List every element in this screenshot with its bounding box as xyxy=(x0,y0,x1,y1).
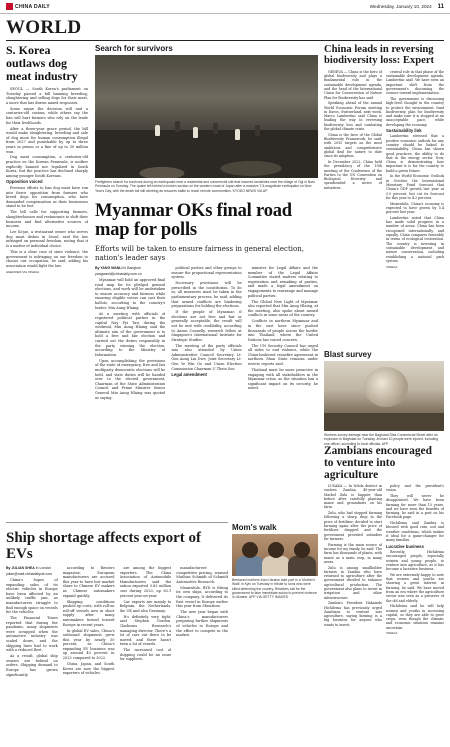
paragraph: manufacturers' competitive pricing, warned Mathias Schmidt of Schmidt Automotive Research. xyxy=(176,566,228,584)
blast-photo xyxy=(324,361,444,431)
zambia-headline: Zambians encouraged to venture into agriculture xyxy=(324,445,432,481)
paragraph: The UN Security Council has urged all sides to end violence, while the China-brokered ceasefire agreement in northern Shan State remains under review, reports said. xyxy=(247,343,318,367)
paragraph: They will never be disappointed. We have been farming for more than 15 years, and we have seen the benefits of farming, he said in a post on his Facebook page. xyxy=(386,493,444,520)
paragraph: Recently, Hichilema encouraged people, especially women and young people, to venture into agriculture, as it has become a lucrative business. xyxy=(386,549,444,572)
paragraph: The increased cost of shipping could be an issue for suppliers. xyxy=(119,648,172,662)
zambia-article xyxy=(324,445,444,746)
zambia-credit: XINHUA xyxy=(386,631,398,636)
rescuer-figure xyxy=(175,121,180,132)
paragraph: LUSAKA — In Ndola district in eastern Zambia, 40-year-old Marbel Zulu is happier than before after carefully planting maize and groundnuts on his farm. xyxy=(324,484,382,510)
paragraph: In global EV sales, China's outbound shipments grew this year by nearly 30 percent, as China's expanding EV business was up around 40 percent in 2023 compared to 2022. xyxy=(62,628,115,661)
figure-shape xyxy=(236,556,264,576)
paragraph: Speaking ahead of the annual World Economic Forum meeting in Davos, Switzerland, next week, Marco Lambertini said China is leading the way in reversing biodiversity loss and combating the global climate crisis. xyxy=(324,101,382,132)
paragraph: The government is discussing high-level thought in the country to protect the environment, fund biodiversity, plan for biodiversity and make sure it is stopped at an unacceptable pace, while developing the economy. xyxy=(386,96,444,127)
paragraph: It's definitely very tight, said Stephen Gordon, Clarksons Research's managing director. There's a lot of cars out there to be moved, and there hasn't been a lot of vessels. xyxy=(119,614,172,647)
section-title: WORLD xyxy=(6,17,82,38)
ship-article xyxy=(6,530,228,743)
photo-title: Mom's walk xyxy=(232,523,277,532)
paragraph: Previous efforts to ban dog meat have run into fierce opposition from farmers who breed dogs for consumption, who have demanded compensation as their businesses stand to be lost. xyxy=(6,186,88,209)
byline xyxy=(6,566,58,571)
rescuer-figure xyxy=(193,127,198,138)
byline-email: julian@mail.chinadailyuk.com xyxy=(6,571,52,576)
paragraph: China's hopes of expanding sales of its electric vehicles in Europe have been affected by an unlikely traffic jam, as manufacturers struggle to find enough space on vessels for the vehicles. xyxy=(6,577,58,615)
myanmar-col-2 xyxy=(171,266,241,516)
paragraph: Farming is the main source of income for my family, he said. The farm has thousands of plants, with maize as a main crop, in many areas. xyxy=(324,542,382,564)
article-divider xyxy=(6,522,228,523)
china-article xyxy=(324,44,444,287)
photo-title: Search for survivors xyxy=(95,44,173,53)
china-subhead: Sustainability link xyxy=(386,128,422,134)
search-for-survivors-block xyxy=(95,44,318,193)
ship-col-3 xyxy=(120,566,172,743)
figure-shape xyxy=(268,542,284,558)
paragraph: China, Japan, and South Korea are now the biggest exporters of vehicles. xyxy=(62,662,115,676)
photo-caption: Firefighters search for survivors during an earthquake near a residential and commercial site that incurred landslides near the village of Ogi in Noto Peninsula on Tuesday. The quake left behind a broken section on the western coast of Japan after a massive 7.5-magnitude earthquake on New Year's Day, with the death toll still climbing as rescuers battle to reach remote communities. KYODO NEWS VIA AP xyxy=(95,180,315,193)
myanmar-subhead: Legal amendment xyxy=(171,372,207,378)
korea-credit: AGENCIES VIA XINHUA xyxy=(6,269,40,274)
paragraph: Necessary provisions will be prescribed in the constitution. To do so, all measures must be taken in the parliamentary process, he said, adding that armed conflicts are hindering preparations for holding the elections. xyxy=(171,281,242,309)
paragraph: central role in that phase of the sustainable development agenda, Lambertini said. We have seen an important shift from the government's discussing the science toward implementation. xyxy=(386,69,444,96)
paragraph: Lee Ki-jae, a restaurant owner who serves dog meat dishes in Seoul, said the law infringed on personal freedom, noting that it is a matter of individual choice. xyxy=(6,230,88,248)
issue-date: Wednesday, January 10, 2024 xyxy=(369,4,432,9)
paragraph: Car exports are mainly to Belgium, the Netherlands, the UK and also Germany. xyxy=(119,599,172,613)
paragraph: Conflicts in northern Myanmar and in the east have since pushed thousands of people across the border into Thailand, where the United Nations has voiced concern. xyxy=(247,319,318,342)
paragraph: political parties and other groups to ensure the proportional representation system. xyxy=(171,266,242,280)
china-col-2 xyxy=(386,70,444,287)
paragraph: If the people of Myanmar, if elections are not free and fair or generally acceptable, the result will not be met with credibility, according to Aaron Connelly, research fellow at Singapore's International Institute for Strategic Studies. xyxy=(171,310,242,342)
paragraph: Hichilema said Zambia is blessed with good rain, soil and weather conditions, which makes it ideal for a game-changer for many families. xyxy=(386,521,444,543)
moms-walk-block xyxy=(232,523,318,599)
paragraph: are among the biggest exporters. The China Association of Automobile Manufacturers said the nation exported 3.83 million cars during 2023, up 63.1 percent year-on-year. xyxy=(119,566,172,598)
paragraph: Lambertini stressed that a positive economic outlook for any country should be linked to sustainability. China has shown good practices, the ability to do that in the energy sector. Now, China is demonstrating how important it is for the country to build a green future. xyxy=(386,134,444,173)
zambia-col-1 xyxy=(324,484,382,746)
zambia-subhead: Lucrative business xyxy=(386,543,424,549)
ground-shape xyxy=(324,413,444,431)
paragraph: As a result, global ship owners are behind on orders. Shipping demand to Europe has grown significantly. xyxy=(6,654,58,677)
myanmar-col-1 xyxy=(95,266,165,516)
myanmar-standfirst: Efforts will be taken to ensure fairness in general election, nation's leader says xyxy=(95,245,304,262)
myanmar-headline: Myanmar OKs final road map for polls xyxy=(95,201,292,240)
paragraph: The Global New Light of Myanmar also reported that Min Aung Hlaing, at the meeting, also spoke about armed conflicts in some areas of the country. xyxy=(247,299,318,318)
ship-col-4 xyxy=(176,566,228,743)
byline-name: By JULIAN SHEA xyxy=(6,566,35,570)
paragraph: The bill calls for supporting farmers, slaughterhouses and restaurants to shift their business and find alternative sources of income. xyxy=(6,210,88,229)
photo-caption: Workers survey damage near the Baghdad Shia Commercial Street after an explosion in Baghdad on Tuesday. At least 10 people were injured, including one officer, according to local officials. AFP xyxy=(324,433,439,446)
figure-shape xyxy=(294,542,310,558)
korea-article xyxy=(6,44,88,560)
zambia-col-2 xyxy=(386,484,444,746)
paragraph: Zulu, who had stopped farming following a sharp drop in the price of fertilizer, decided to start farming again after the price of fertilizer dropped and the government provided subsidies for farmers. xyxy=(324,511,382,541)
figure-shape xyxy=(288,556,316,576)
paragraph: After a three-year grace period, the bill would make slaughtering, breeding and sale of dog meat for human consumption illegal from 2027 and punishable by up to three years in prison or a fine of up to 30 million won. xyxy=(6,126,88,154)
myanmar-article xyxy=(95,202,318,516)
page-number: 11 xyxy=(437,3,444,10)
photo-title: Blast survey xyxy=(324,350,372,359)
figure-shape xyxy=(242,542,258,558)
ship-col-2 xyxy=(63,566,115,743)
byline-name: By YANG WANLI xyxy=(95,266,123,270)
paragraph: In December 2022, China held the presidency of the 15th meeting of the Conference of the Parties to the UN Convention on Biological Diversity and spearheaded a series of initiatives. xyxy=(324,159,382,190)
paragraph: Lambertini noted that China has made solid progress in a number of areas. China has been recognized internationally, and equally, China compares favorably in terms of ecological restoration. The country is investing in sustainable development and nature conservation, including establishing a national park system. xyxy=(386,215,444,263)
paragraph: Upon accomplishing the provisions of the state of emergency, free and fair multiparty democratic elections will be held, and state duties will be handed over to the elected government, Chairman of the State Administration Council and Prime Minister Senior General Min Aung Hlaing was quoted as saying. xyxy=(95,358,166,400)
paragraph: Zulu is among smallholder farmers in Zambia who have returned to agriculture after the government decided to enhance agricultural production. The government also plans to invest in irrigation and other infrastructure. xyxy=(324,565,382,600)
paragraph: Meanwhile, BYD is fitting its own ships, according to the company. It delivered its first vessel in Europe earlier this year from Shenzhen. xyxy=(176,585,228,609)
figure-shape xyxy=(262,556,290,576)
rubble-shape xyxy=(95,130,318,178)
ship-col-1 xyxy=(6,566,58,743)
paragraph: minister for Legal Affairs and the member of the Legal Affairs Committee stated matters relating to registration and remaking of parties, and made a legal amendment on engagements to rearrange and manage political parties. xyxy=(247,266,318,298)
myanmar-col-3 xyxy=(248,266,318,516)
paragraph: GENEVA — China is the hero of global biodiversity and plays a fundamental role in the sustainable development agenda, and the head of the International Union for Conservation of Nature Plan for Biodiversity has said. xyxy=(324,69,382,100)
paragraph: The new year began with China's manufacturers preparing further shipments of vehicles to Europe and the effort to compete in the market. xyxy=(176,610,228,638)
rescuer-figure xyxy=(255,125,260,136)
byline-location: in London xyxy=(35,566,52,570)
section-divider xyxy=(6,40,444,41)
moms-walk-photo xyxy=(232,534,318,576)
paragraph: Dog meat consumption, a centuries-old practice on the Korean Peninsula, is neither explicitly banned nor legalized in South Korea, but the practice has declined sharply among younger South Koreans. xyxy=(6,155,88,178)
paragraph: Some argue the decision will end a centuries-old custom, while others say the ban will hurt farmers who rely on the trade for their livelihoods. xyxy=(6,106,88,125)
page-header xyxy=(0,0,450,14)
paragraph: At a meeting with officials of registered political parties in the capital Nay Pyi Taw during the weekend, Min Aung Hlaing said the ultimate aim of the government is to hold a free and fair election and carried out the duties responsibly in the party winning the election, according to the Ministry of Information. xyxy=(95,311,166,357)
paragraph: Myanmar will hold an approved final road map for its pledged general elections, and work will be undertaken to ensure accuracy and fairness while ensuring eligible voters can cast their ballots, according to the country's leader, Min Aung Hlaing. xyxy=(95,277,166,310)
ship-headline: Ship shortage affects export of EVs xyxy=(6,530,201,562)
paragraph: China is the hero of the Global Biodiversity Framework, he said, with 2030 targets on the most ambitious and comprehensive global deal for nature to date since its adoption. xyxy=(324,132,382,159)
byline xyxy=(95,266,165,271)
paragraph: according to Reuters magazine. European manufacturers are accused this year to have lost market share to Chinese EV makers as Chinese automakers expand quickly. xyxy=(62,566,115,598)
paragraph: This is a clear case of state violence, the government is infringing on our freedom to choose our occupation, he said, adding his association would fight the law. xyxy=(6,249,88,268)
paragraph: We are extremely happy to note that women and youths are showing a great interest in farming, he said. We have moved from an era where the agriculture sector was seen as a preserve of the old and elderly. xyxy=(386,572,444,603)
rescuer-figure xyxy=(155,125,160,136)
rescuer-figure xyxy=(235,129,240,140)
korea-headline: S. Korea outlaws dog meat industry xyxy=(6,43,78,83)
rescuer-figure xyxy=(213,123,218,134)
china-col-1 xyxy=(324,70,382,287)
china-daily-logo-icon xyxy=(6,3,13,10)
paragraph: SEOUL — South Korea's parliament on Tuesday passed a bill banning breeding, slaughtering and selling dogs for their meat, a move that has drawn mixed responses. xyxy=(6,87,88,105)
china-headline: China leads in reversing biodiversity loss: Expert xyxy=(324,44,435,67)
paragraph: Thailand must be more proactive in engaging with all stakeholders in the Myanmar crisis, as the situation has a significant impact on its security, he noted. xyxy=(247,368,318,391)
paragraph: policy and the president's vision. xyxy=(386,484,444,493)
rescue-photo xyxy=(95,55,318,178)
paragraph: Zambia's President Hakainde Hichilema has previously urged Zambians to venture into agriculture, saying farming is a big business for anyone who wants to invest. xyxy=(324,601,382,627)
byline-location: in Bangkok xyxy=(123,266,141,270)
paragraph: Shipping conditions pushed up costs, with roll-on roll-off vessels now in short supply after many automakers turned toward Europe in recent years. xyxy=(62,599,115,627)
smoke-shape xyxy=(364,367,408,407)
blast-survey-block xyxy=(324,350,444,446)
korea-body xyxy=(6,87,88,560)
byline-email: yangwanli@chinadaily.com.cn xyxy=(95,271,142,276)
paragraph: In the World Economic Outlook in October, the International Monetary Fund forecast that China's GDP growth last year at 5.0 percent, but cut its forecast for this year to 4.2 percent. xyxy=(386,174,444,200)
photo-caption: Bereaved mothers from Ukraine take part in a 'Mother's Walk' in Kyiv on Tuesday in tribute to sons who were killed defending the country. Relatives call for the government to take immediate action to prevent violence in Ukraine. AFP VIA GETTY IMAGES xyxy=(232,578,318,600)
china-credit: XINHUA xyxy=(386,264,398,269)
paragraph: Hichilema said he will help women and youths in accessing capital, so they are able to grow crops, even though the climatic and economic situation remains uncertain. xyxy=(386,604,444,630)
paragraph: Meanwhile, China's economy is expected to have grown by 5.4 percent last year. xyxy=(386,201,444,215)
paragraph: The Financial Times reported that during the pandemic, many shipments were scrapped when the automotive industry was scaled down, and the shipping lines had to work with a reduced fleet. xyxy=(6,616,58,653)
masthead: CHINA DAILY xyxy=(15,3,50,10)
paragraph: The meeting of the party officials was also attended by Union Administrative Council Secretary Lt-Gen Aung Lin Dwe, Joint Secretary Lt-Gen Ye Win Oo and Union Election Commission Chairman U Thein Soe. xyxy=(171,343,242,371)
korea-subhead: Opposition voiced xyxy=(6,179,43,185)
